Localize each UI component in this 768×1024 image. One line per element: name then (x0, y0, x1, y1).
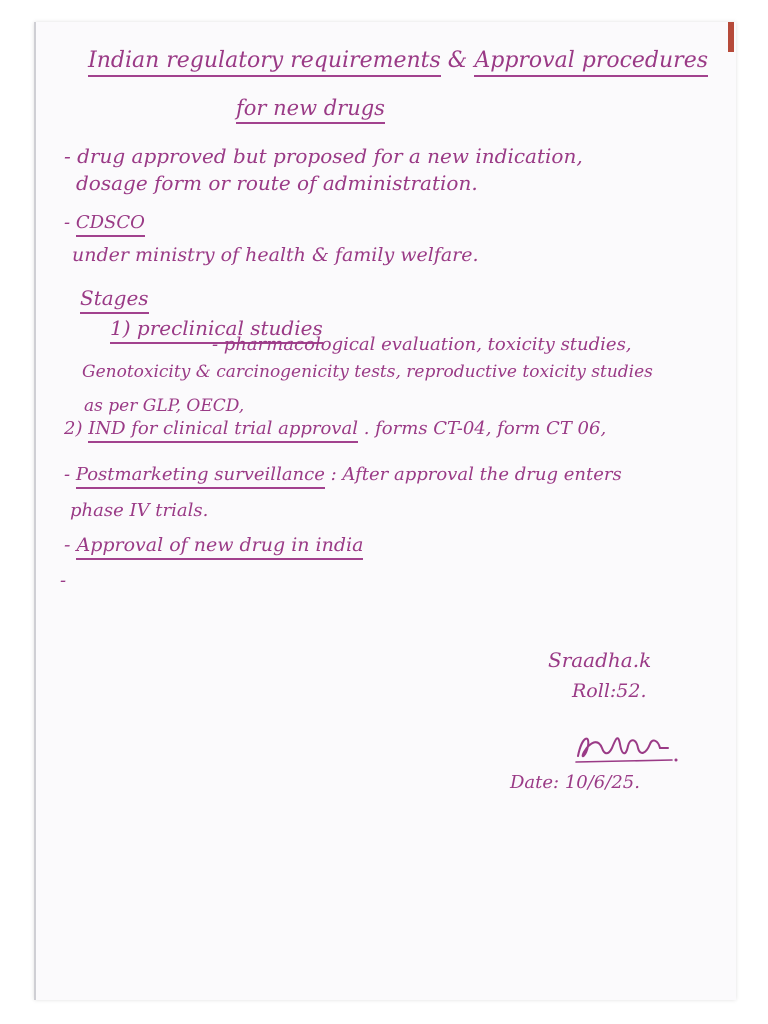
signoff-name: Sraadha.k (548, 648, 652, 672)
bullet-4-line (64, 536, 363, 555)
title-line-2 (236, 98, 385, 119)
stage-2-line (64, 420, 606, 438)
signoff-date: Date: 10/6/25. (510, 772, 640, 793)
bullet-3-rest: : After approval the drug enters (330, 464, 622, 485)
stage-2-label: IND for clinical trial approval (88, 418, 358, 443)
title-line-2-text: for new drugs (236, 96, 385, 124)
stage-1-label: 1) preclinical studies (110, 316, 323, 344)
bullet-3-line-2: phase IV trials. (70, 500, 209, 521)
title-part-3: Approval procedures (474, 48, 708, 77)
signoff-roll: Roll:52. (572, 680, 647, 702)
stages-heading (80, 288, 149, 308)
bullet-1-line-1: - drug approved but proposed for a new indication, (64, 144, 583, 168)
stage-1-line-2: Genotoxicity & carcinogenicity tests, reproductive toxicity studies (82, 362, 653, 382)
stage-1-line-1: - pharmacological evaluation, toxicity studies, (212, 334, 632, 355)
bullet-1-line-2: dosage form or route of administration. (76, 171, 478, 195)
stages-heading-text: Stages (80, 286, 149, 314)
bullet-4-dash: - (64, 534, 77, 556)
stage-2-prefix: 2) (64, 418, 89, 439)
stage-1-line-3: as per GLP, OECD, (84, 396, 245, 416)
bullet-2-line-2: under ministry of health & family welfare. (72, 244, 479, 266)
bullet-2-line-1 (64, 214, 145, 232)
bullet-2-dash: - (64, 212, 76, 233)
bullet-3-line-1 (64, 466, 622, 484)
bullet-2-label: CDSCO (76, 212, 145, 237)
bullet-5-dash: - (60, 570, 67, 591)
title-part-2: & (447, 48, 475, 73)
title-line-1 (88, 50, 708, 72)
title-part-1: Indian regulatory requirements (88, 48, 441, 77)
stage-2-rest: . forms CT-04, form CT 06, (363, 418, 607, 439)
bullet-4-label: Approval of new drug in india (76, 534, 363, 560)
handwritten-signature (572, 726, 682, 766)
bullet-3-dash: - (64, 464, 76, 485)
bullet-3-label: Postmarketing surveillance (76, 464, 325, 489)
page-corner-edge (728, 22, 734, 52)
